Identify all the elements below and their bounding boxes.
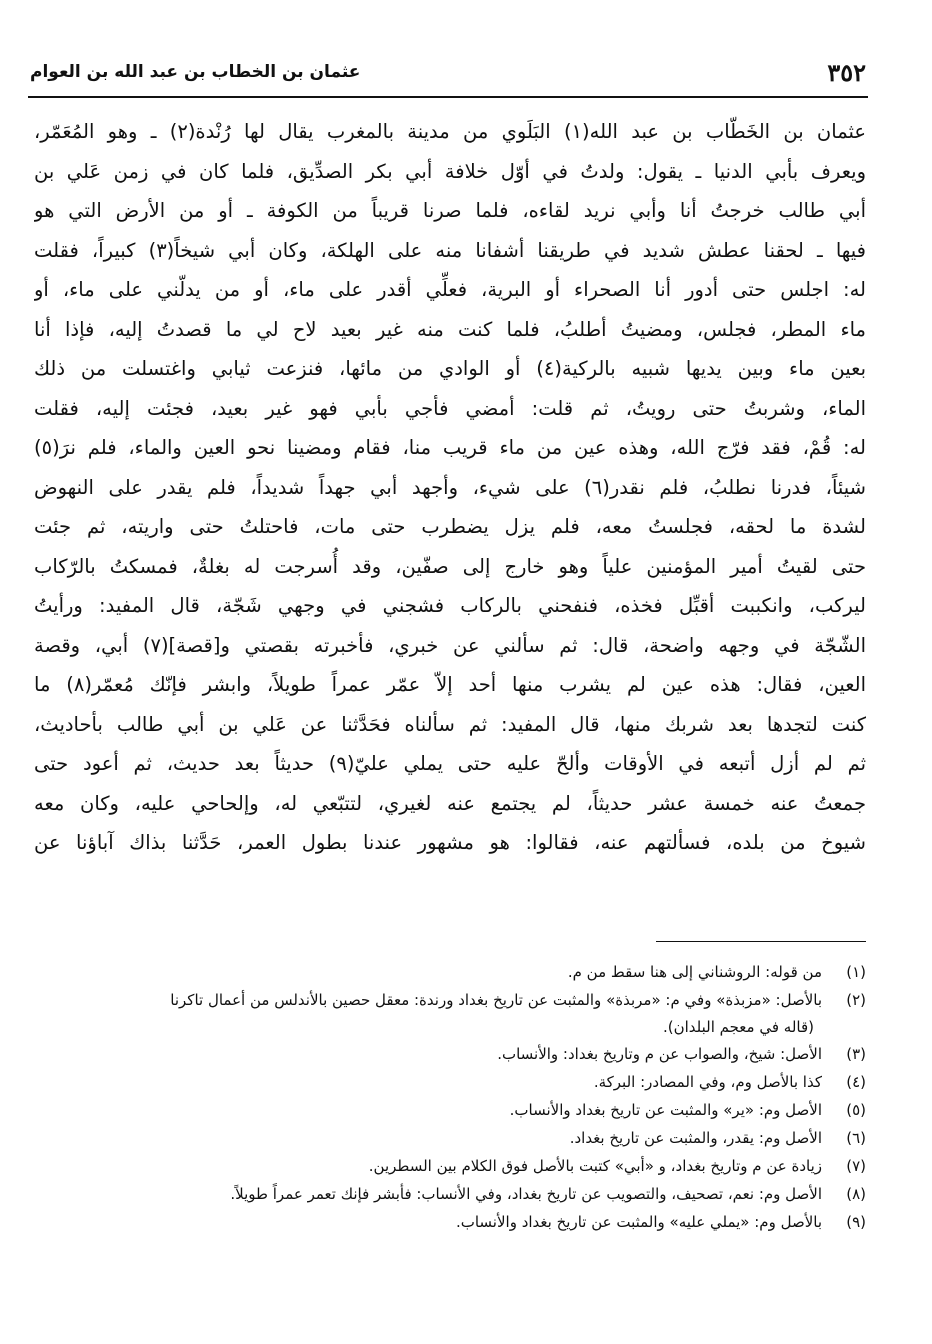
footnote [40,1040,866,1068]
text-line: جمعتُ عنه خمسة عشر حديثاً، لم يجتمع عنه لغيري، لتتبّعي له، وإلحاحي عليه، وكان معه [34,791,866,815]
footnote [40,958,866,986]
footnote-number: (٢) [846,991,866,1009]
text-line: لشدة ما لحقه، فجلستُ معه، فلم يزل يضطرب حتى مات، فاحتلتُ حتى واريته، ثم جئت [34,515,866,538]
text-line: ويعرف بأبي الدنيا ـ يقول: ولدتُ في أوّل خلافة أبي بكر الصدِّيق، فلما كان في زمن عَلي بن [34,159,866,183]
text-line: عثمان بن الخَطّاب بن عبد الله(١) البَلَوي من مدينة بالمغرب يقال لها رُنْدة(٢) ـ وهو المُعَمّر، [34,120,866,143]
footnote-continuation: (قاله في معجم البلدان). [662,1018,814,1036]
header-rule [28,96,868,98]
footnote-number: (٧) [846,1157,866,1175]
footnote-text: بالأصل وم: «يملي عليه» والمثبت عن تاريخ بغداد والأنساب. [455,1213,822,1231]
text-line: ثم لم أزل أتبعه في الأوقات وألحّ عليه حتى يملي عليّ(٩) حديثاً بعد حديث، ثم أعود حتى [34,752,866,775]
text-line: شيوخ من بلده، فسألتهم عنه، فقالوا: هو مشهور عندنا بطول العمر، حَدَّثنا بذاك آباؤنا عن [34,831,866,854]
text-line: فيها ـ لحقنا عطش شديد في طريقنا أشفانا منه على الهلكة، وكان أبي شيخاً(٣) كبيراً، فقلت [34,238,866,262]
text-line: الشّجّة في وجهه واضحة، قال: ثم سألني عن خبري، فأخبرته بقصتي و[قصة](٧) أبي، وقصة [34,633,866,657]
running-title: عثمان بن الخطاب بن عبد الله بن العوام [30,62,361,82]
footnote [40,1180,866,1208]
footnote-text: الأصل: شيخ، والصواب عن م وتاريخ بغداد: والأنساب. [497,1045,822,1063]
footnote [40,1208,866,1236]
page-number: ٣٥٢ [827,58,866,87]
text-line: العين، فقال: هذه عين لم يشرب منها أحد إلاّ عمّر عمراً طويلاً، وابشر فإنّك مُعمّر(٨) ما [34,673,866,696]
footnote-number: (٣) [846,1045,866,1063]
text-line: شيئاً، فدرنا نطلبُ، فلم نقدر(٦) على شيء، وأجهد أبي جهداً شديداً، فلم يقدر على النهوض [34,475,866,499]
main-text [34,112,866,863]
text-line: ليركب، وانكببت أقبِّل فخذه، فنفحني بالركاب فشجني في وجهي شَجّة، قال المفيد: ورأيتُ [34,594,866,617]
footnote-number: (٩) [846,1213,866,1231]
text-line: بعين ماء وبين يديها شبيه بالركية(٤) أو الوادي من مائها، فنزعت ثيابي واغتسلت من ذلك [34,357,866,380]
page-header [30,56,866,94]
footnote-number: (١) [846,963,866,981]
footnote [40,1152,866,1180]
text-line: ماء المطر، فجلس، ومضيتُ أطلبُ، فلما كنت منه غير بعيد لاح لي ما قصدتُ إليه، فإذا أنا [34,317,866,341]
footnote [40,1068,866,1096]
text-line: كنت لتجدها بعد شربك منها، قال المفيد: ثم سألناه فحَدَّثنا عن عَلي بن أبي طالب بأحاديث، [34,712,866,736]
footnote-text: بالأصل: «مزبذة» وفي م: «مربذة» والمثبت عن تاريخ بغداد ورندة: معقل حصين بالأندلس من أعمال تاكرنا [170,991,822,1009]
footnote-text: كذا بالأصل وم، وفي المصادر: البركة. [593,1073,822,1091]
footnote-number: (٤) [846,1073,866,1091]
footnotes [40,958,866,1236]
footnote-number: (٦) [846,1129,866,1147]
footnote-number: (٥) [846,1101,866,1119]
footnote [40,986,866,1014]
footnote-text: الأصل وم: «ير» والمثبت عن تاريخ بغداد والأنساب. [509,1101,822,1119]
footnote-number: (٨) [846,1185,866,1203]
text-line: حتى لقيتُ أمير المؤمنين علياً وهو خارج إلى صفّين، وقد أُسرجت له بغلةٌ، فمسكتُ بالرّكاب [34,554,866,578]
footnote-text: الأصل وم: نعم، تصحيف، والتصويب عن تاريخ بغداد، وفي الأنساب: فأبشر فإنك تعمر عمراً طويلاً. [230,1185,822,1203]
footnote [40,1096,866,1124]
footnote-text: من قوله: الروشناني إلى هنا سقط من م. [567,963,822,981]
text-line: له: اجلس حتى أدور أنا الصحراء أو البرية، فعلِّي أقدر على ماء، أو من يدلّني على ماء، أو [34,278,866,301]
text-line: أبي طالب خرجتُ أنا وأبي نريد لقاءه، فلما صرنا قريباً من الكوفة ـ أو من الأرض التي هو [34,199,866,222]
footnote-text: الأصل وم: يقدر، والمثبت عن تاريخ بغداد. [569,1129,822,1147]
footnote-rule [656,941,866,942]
text-line: الماء، وشربتُ حتى رويتُ، ثم قلت: أمضي فأجي بأبي فهو غير بعيد، فجئت إليه، فقلت [34,396,866,420]
text-line: له: قُمْ، فقد فرّج الله، وهذه عين من ماء قريب منا، فقام ومضينا نحو العين والماء، فلم نرَ(٥) [34,436,866,459]
footnote [40,1124,866,1152]
footnote-text: زيادة عن م وتاريخ بغداد، و «أبي» كتبت بالأصل فوق الكلام بين السطرين. [368,1157,822,1175]
